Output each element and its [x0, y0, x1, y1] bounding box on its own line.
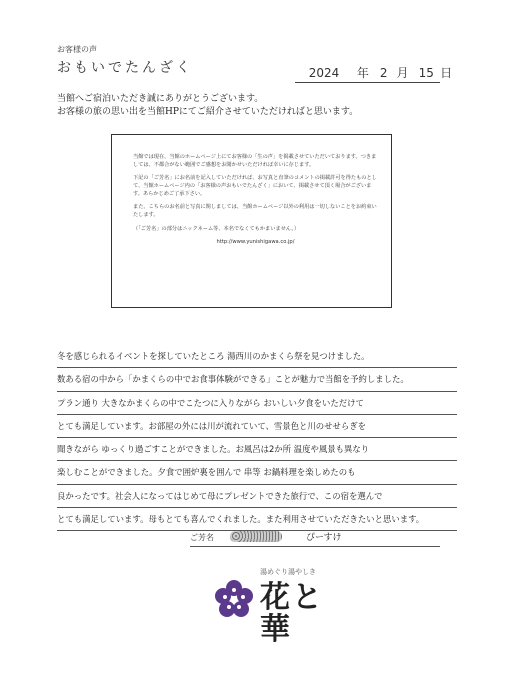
message-line: 良かったです。社会人になってはじめて母にプレゼントできた旅行で、この宿を選んで [57, 485, 457, 508]
date-year-unit: 年 [356, 66, 369, 80]
date-day-unit: 日 [440, 66, 453, 80]
notice-paragraph: また、こちらのお名前と写真に関しましては、当館ホームページ以外の利用は一切しないことをお約束いたします。 [133, 204, 377, 218]
notice-note: （「ご芳名」の部分はニックネーム等、本名でなくてもかまいません。） [133, 226, 300, 232]
message-line: 数ある宿の中から「かまくらの中でお食事体験ができる」ことが魅力で当館を予約しました。 [57, 368, 457, 391]
logo-wordmark: 花と華 [260, 580, 324, 647]
message-line: プラン通り 大きなかまくらの中でこたつに入りながら おいしい夕食をいただけて [57, 392, 457, 415]
signature-row [190, 528, 440, 547]
header-caption: お客様の声 [57, 45, 97, 54]
date-field [295, 64, 453, 83]
intro-line: 当館へご宿泊いただき誠にありがとうございます。 [57, 94, 264, 104]
notice-paragraph: 当館では現在、当館のホームページ上にてお客様の「生の声」を掲載させていただいております。つきましては、不都合がない範囲でご感想をお聞かせいただければ幸いに存じます。 [133, 154, 377, 168]
message-line: とても満足しています。母もとても喜んでくれました。また利用させていただきたいと思います。 [57, 508, 457, 531]
intro-line: お客様の旅の思い出を当館HPにてご紹介させていただければと思います。 [57, 107, 359, 117]
message-line: とても満足しています。お部屋の外には川が流れていて、雪景色と川のせせらぎを [57, 415, 457, 438]
notice-box [111, 134, 392, 308]
redacted-name [230, 531, 282, 542]
hotel-logo [212, 567, 332, 647]
handwritten-message [57, 345, 457, 531]
date-day: 15 [418, 66, 434, 80]
date-year: 2024 [308, 66, 340, 80]
date-month-unit: 月 [396, 66, 409, 80]
message-line: 冬を感じられるイベントを探していたところ 湯西川のかまくら祭を見つけました。 [57, 345, 457, 368]
message-line: 楽しむことができました。夕食で囲炉裏を囲んで 串等 お鍋料理を楽しめたのも [57, 461, 457, 484]
signature-name: ぴーすけ [306, 533, 342, 543]
form-title: おもいでたんざく [57, 60, 193, 76]
notice-paragraph: 下記の「ご芳名」にお名前を記入していただければ、お写真と直筆のコメントの掲載許可を得たものとして、当館ホームページ内の「お客様の声おもいでたんざく」において、掲載させて頂く場合がございます。あらかじめご了承下さい。 [133, 175, 377, 197]
logo-subtitle: 湯めぐり湯やしき [260, 568, 316, 576]
message-line: 聞きながら ゆっくり過ごすことができました。お風呂は2か所 温度や風景も異なり [57, 438, 457, 461]
intro-text [57, 93, 358, 119]
flower-icon [214, 579, 254, 619]
date-month: 2 [379, 66, 388, 80]
signature-label: ご芳名 [190, 533, 214, 542]
website-url: http://www.yunishigawa.co.jp/ [216, 239, 295, 245]
